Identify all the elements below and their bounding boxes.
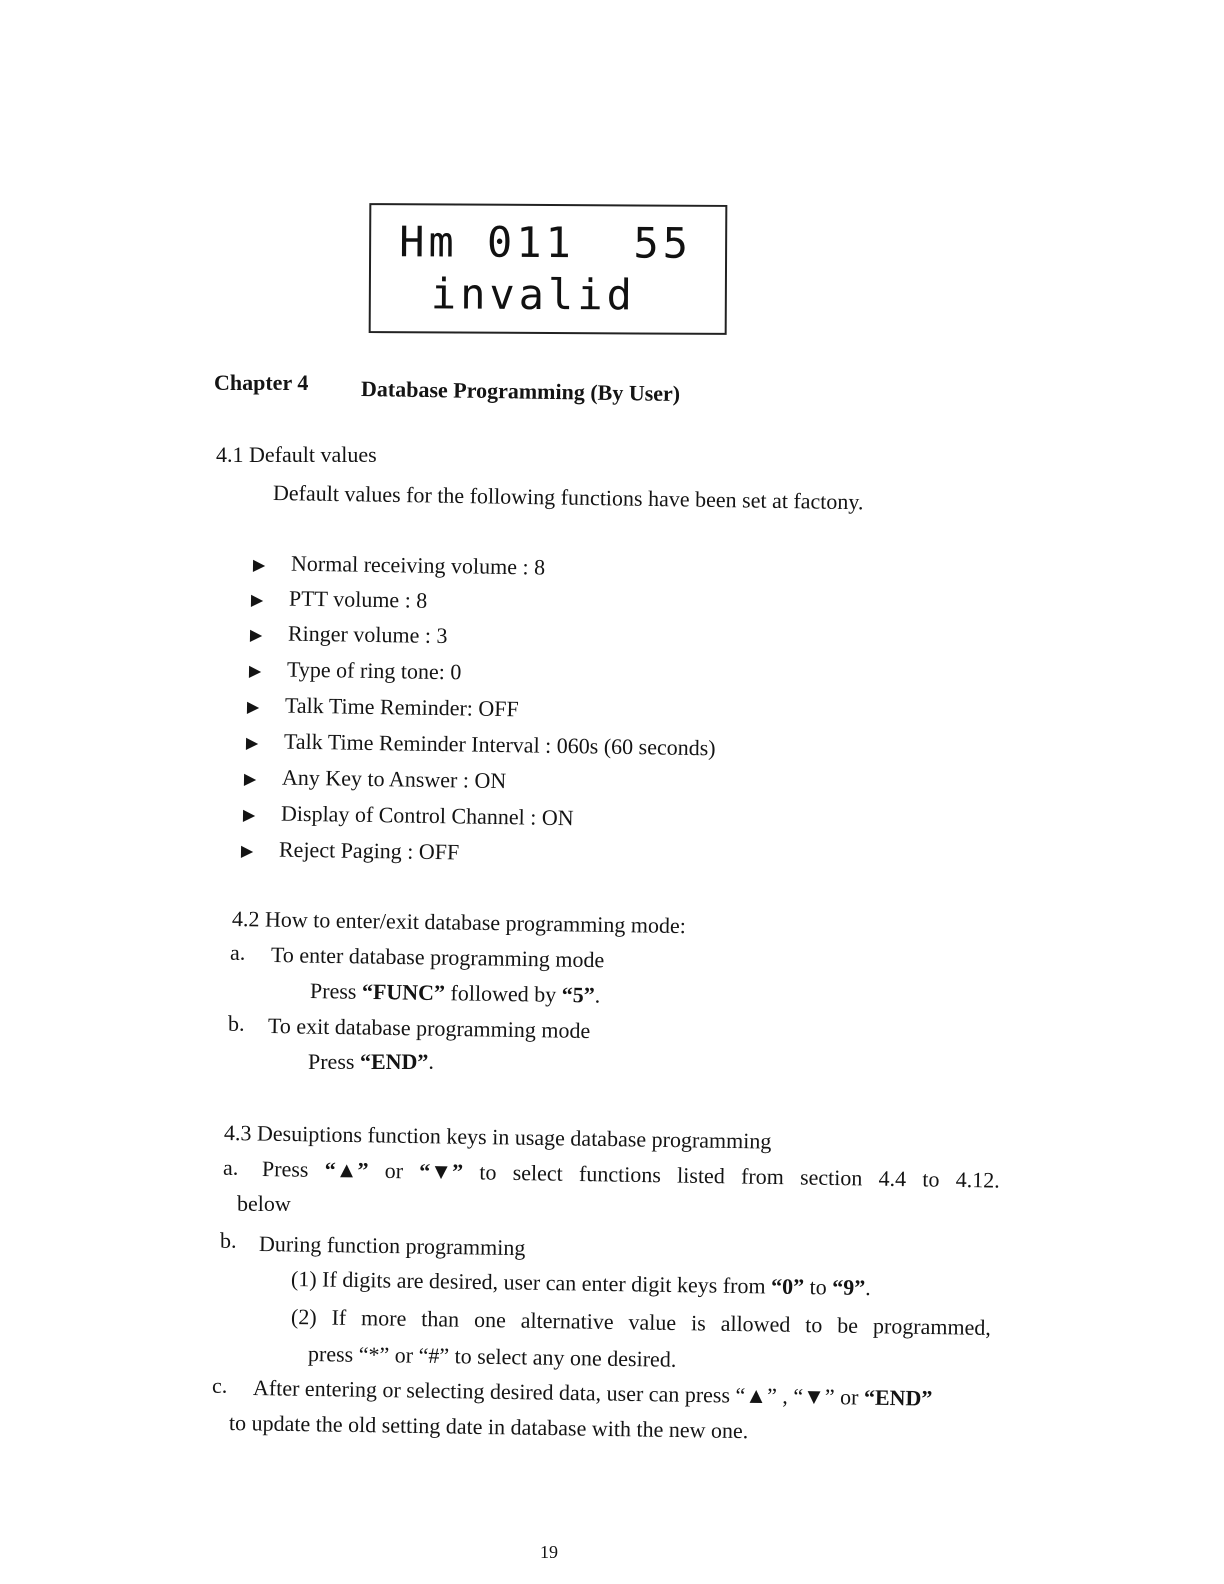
- default-value-item: ▶ Reject Paging : OFF: [240, 836, 460, 865]
- pointing-hand-icon: ▶: [243, 771, 257, 789]
- s43-b1-text: (1) If digits are desired, user can enter digit keys from “0” to “9”.: [290, 1266, 871, 1301]
- s42-b-instruction: Press “END”.: [308, 1049, 434, 1074]
- default-value-item: ▶ Any Key to Answer : ON: [243, 764, 507, 794]
- s43-c-label: c.: [212, 1373, 228, 1398]
- default-value-item: ▶ PTT volume : 8: [250, 585, 428, 613]
- default-value-item: ▶ Display of Control Channel : ON: [242, 800, 574, 831]
- page-number: 19: [540, 1542, 558, 1562]
- default-value-item: ▶ Talk Time Reminder: OFF: [246, 692, 519, 722]
- s43-b2-text: (2) If more than one alternative value is allowed to be programmed,: [290, 1304, 992, 1340]
- s42-a-text: To enter database programming mode: [270, 942, 605, 973]
- pointing-hand-icon: ▶: [248, 663, 262, 681]
- s43-b-text: During function programming: [258, 1231, 526, 1261]
- s43-b2-continuation: press “*” or “#” to select any one desired.: [307, 1341, 677, 1372]
- default-value-item: ▶ Type of ring tone: 0: [248, 656, 462, 685]
- default-value-item: ▶ Ringer volume : 3: [249, 620, 448, 649]
- lcd-line-2: invalid: [430, 269, 637, 320]
- lcd-line-1: Hm 011 55: [399, 217, 693, 268]
- s43-c-text: After entering or selecting desired data, user can press “▲” , “▼” or “END”: [252, 1375, 933, 1411]
- pointing-hand-icon: ▶: [246, 699, 260, 717]
- s42-b-text: To exit database programming mode: [267, 1013, 591, 1044]
- s43-a-label: a.: [223, 1155, 239, 1180]
- s43-a-continuation: below: [237, 1191, 291, 1216]
- pointing-hand-icon: ▶: [252, 557, 266, 575]
- pointing-hand-icon: ▶: [249, 627, 263, 645]
- s42-b-label: b.: [228, 1011, 245, 1036]
- default-value-item: ▶ Talk Time Reminder Interval : 060s (60 seconds): [245, 728, 716, 761]
- section-4-1-heading: 4.1 Default values: [216, 442, 377, 467]
- s42-a-label: a.: [230, 940, 246, 965]
- s43-b-label: b.: [220, 1228, 237, 1253]
- section-4-2-heading: 4.2 How to enter/exit database programming mode:: [231, 906, 687, 939]
- chapter-number: Chapter 4: [214, 370, 309, 395]
- pointing-hand-icon: ▶: [245, 735, 259, 753]
- default-value-item: ▶ Normal receiving volume : 8: [252, 550, 546, 580]
- section-4-3-heading: 4.3 Desuiptions function keys in usage database programming: [223, 1120, 772, 1154]
- section-4-1-intro: Default values for the following functions have been set at factony.: [272, 480, 864, 515]
- lcd-display: [369, 203, 728, 335]
- s42-a-instruction: Press “FUNC” followed by “5”.: [309, 978, 601, 1008]
- pointing-hand-icon: ▶: [242, 807, 256, 825]
- pointing-hand-icon: ▶: [250, 592, 264, 610]
- chapter-title: Database Programming (By User): [360, 376, 681, 407]
- s43-a-text: Press “▲” or “▼” to select functions listed from section 4.4 to 4.12.: [261, 1156, 1000, 1193]
- pointing-hand-icon: ▶: [240, 843, 254, 861]
- s43-c-continuation: to update the old setting date in database with the new one.: [228, 1410, 749, 1444]
